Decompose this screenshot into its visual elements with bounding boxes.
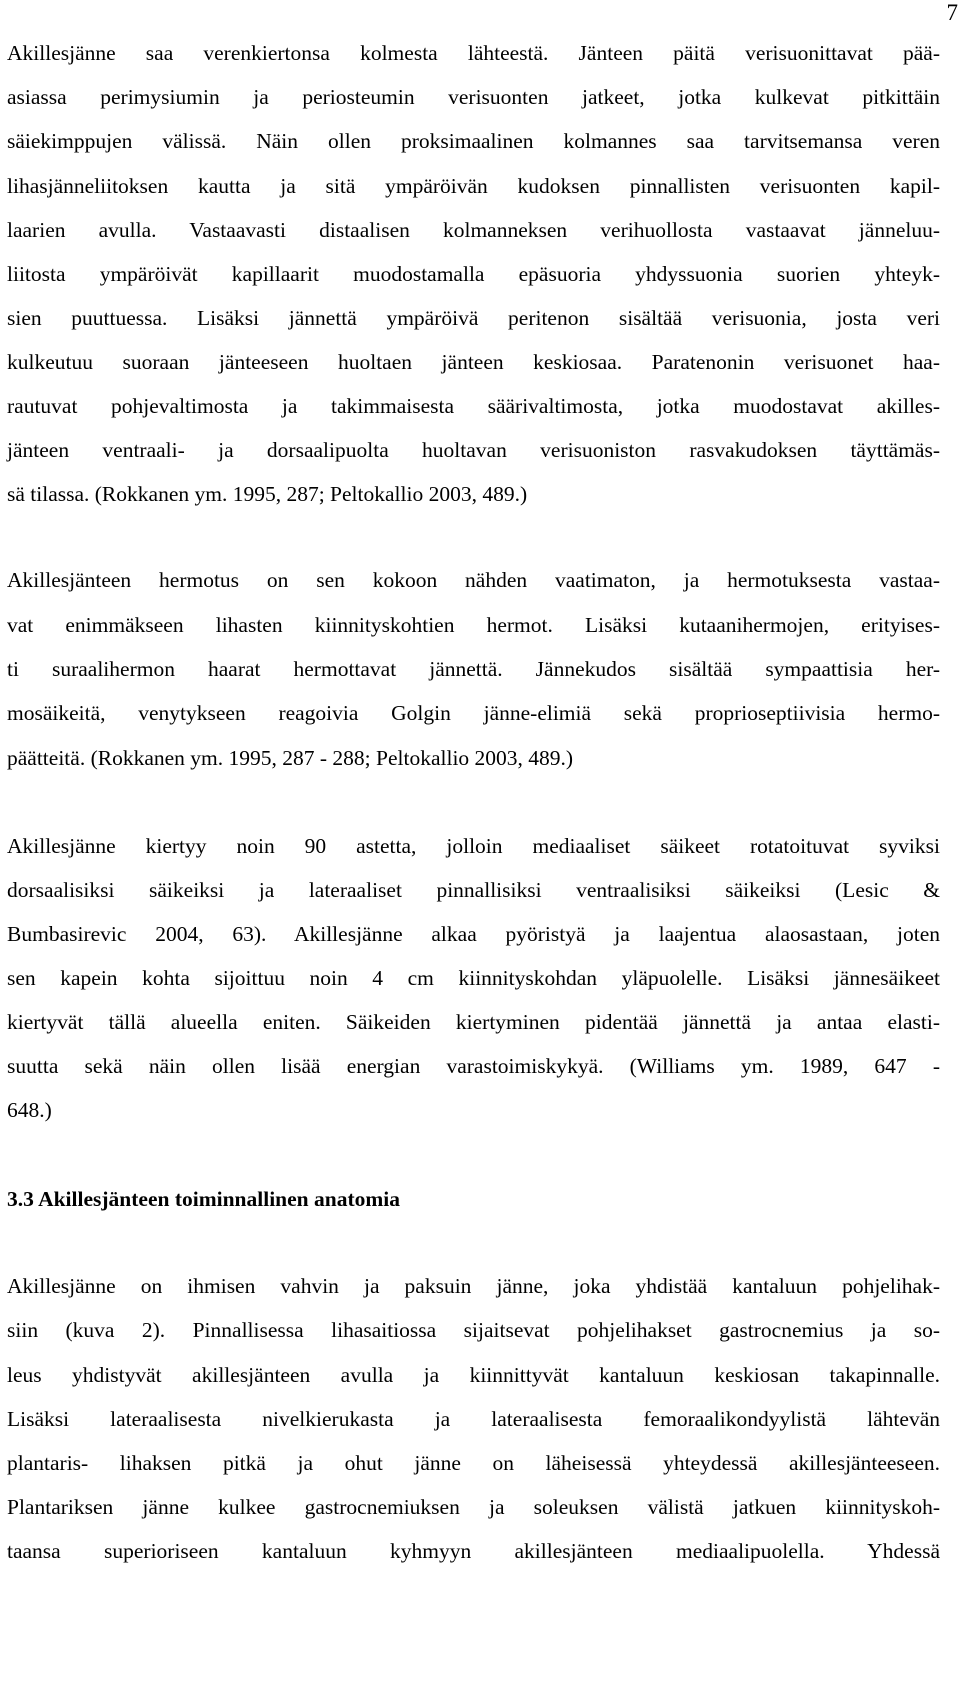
page-number: 7 [946,0,958,25]
text-line: sä tilassa. (Rokkanen ym. 1995, 287; Peltokallio 2003, 489.) [7,482,528,506]
section-heading: 3.3 Akillesjänteen toiminnallinen anatomia [7,1187,401,1211]
text-line: rautuvat pohjevaltimosta ja takimmaisesta säärivaltimosta, jotka muodostavat akilles- [7,394,940,418]
text-line: plantaris- lihaksen pitkä ja ohut jänne on läheisessä yhteydessä akillesjänteeseen. [7,1451,940,1475]
text-line: taansa superioriseen kantaluun kyhmyyn akillesjänteen mediaalipuolella. Yhdessä [7,1539,940,1563]
text-line: leus yhdistyvät akillesjänteen avulla ja kiinnittyvät kantaluun keskiosan takapinnalle. [7,1363,940,1387]
text-line: asiassa perimysiumin ja periosteumin verisuonten jatkeet, jotka kulkevat pitkittäin [7,85,940,109]
text-line: vat enimmäkseen lihasten kiinnityskohtien hermot. Lisäksi kutaanihermojen, erityises- [7,613,940,637]
text-line: päätteitä. (Rokkanen ym. 1995, 287 - 288; Peltokallio 2003, 489.) [7,746,574,770]
text-line: Akillesjänne on ihmisen vahvin ja paksuin jänne, joka yhdistää kantaluun pohjelihak- [7,1274,940,1298]
text-line: säiekimppujen välissä. Näin ollen proksimaalinen kolmannes saa tarvitsemansa veren [7,129,940,153]
text-line: Akillesjänne saa verenkiertonsa kolmesta lähteestä. Jänteen päitä verisuonittavat pää- [7,41,940,65]
text-line: Lisäksi lateraalisesta nivelkierukasta ja lateraalisesta femoraalikondyylistä lähtevän [7,1407,940,1431]
text-line: siin (kuva 2). Pinnallisessa lihasaitiossa sijaitsevat pohjelihakset gastrocnemius ja so- [7,1318,940,1342]
text-line: Akillesjänne kiertyy noin 90 astetta, jolloin mediaaliset säikeet rotatoituvat syviksi [7,834,940,858]
text-line: jänteen ventraali- ja dorsaalipuolta huoltavan verisuoniston rasvakudoksen täyttämäs- [7,438,940,462]
text-line: Akillesjänteen hermotus on sen kokoon nähden vaatimaton, ja hermotuksesta vastaa- [7,568,940,592]
text-line: mosäikeitä, venytykseen reagoivia Golgin jänne-elimiä sekä proprioseptiivisia hermo- [7,701,940,725]
text-line: laarien avulla. Vastaavasti distaalisen kolmanneksen verihuollosta vastaavat jänneluu- [7,218,940,242]
text-line: dorsaalisiksi säikeiksi ja lateraaliset pinnallisiksi ventraalisiksi säikeiksi (Lesic & [7,878,940,902]
text-line: kiertyvät tällä alueella eniten. Säikeiden kiertyminen pidentää jännettä ja antaa elasti- [7,1010,940,1034]
text-line: liitosta ympäröivät kapillaarit muodostamalla epäsuoria yhdyssuonia suorien yhteyk- [7,262,940,286]
text-line: Bumbasirevic 2004, 63). Akillesjänne alkaa pyöristyä ja laajentua alaosastaan, joten [7,922,940,946]
text-line: sen kapein kohta sijoittuu noin 4 cm kiinnityskohdan yläpuolelle. Lisäksi jännesäikeet [7,966,940,990]
text-line: 648.) [7,1098,52,1122]
text-line: lihasjänneliitoksen kautta ja sitä ympäröivän kudoksen pinnallisten verisuonten kapil- [7,174,940,198]
text-line: ti suraalihermon haarat hermottavat jännettä. Jännekudos sisältää sympaattisia her- [7,657,940,681]
text-line: suutta sekä näin ollen lisää energian varastoimiskykyä. (Williams ym. 1989, 647 - [7,1054,940,1078]
text-line: sien puuttuessa. Lisäksi jännettä ympäröivä peritenon sisältää verisuonia, josta veri [7,306,940,330]
text-line: kulkeutuu suoraan jänteeseen huoltaen jänteen keskiosaa. Paratenonin verisuonet haa- [7,350,940,374]
text-line: Plantariksen jänne kulkee gastrocnemiuksen ja soleuksen välistä jatkuen kiinnityskoh- [7,1495,940,1519]
